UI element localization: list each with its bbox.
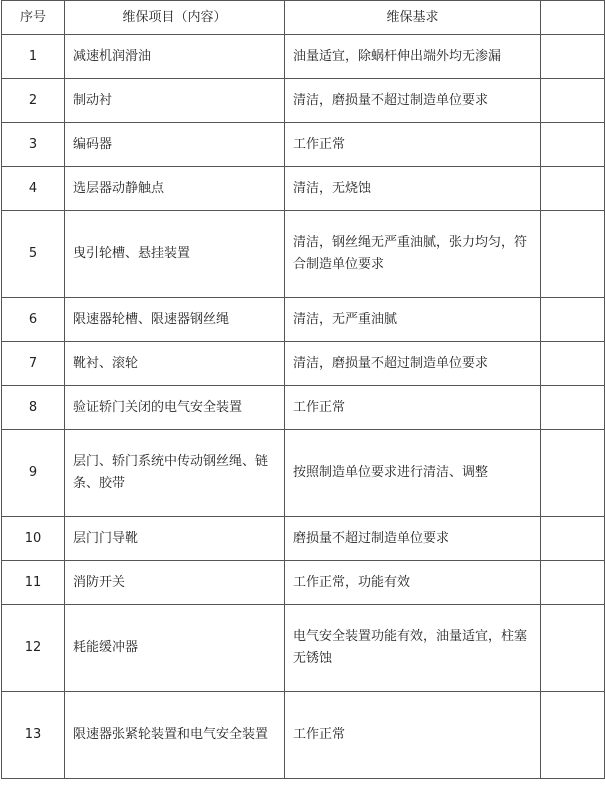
row-requirement: 工作正常，功能有效 <box>285 561 541 605</box>
row-requirement: 磨损量不超过制造单位要求 <box>285 517 541 561</box>
row-item: 限速器轮槽、限速器钢丝绳 <box>65 298 285 342</box>
row-item: 编码器 <box>65 123 285 167</box>
row-number: 3 <box>2 123 65 167</box>
row-blank-cell <box>541 167 605 211</box>
row-blank-cell <box>541 517 605 561</box>
row-number: 11 <box>2 561 65 605</box>
row-item: 耗能缓冲器 <box>65 605 285 692</box>
row-number: 10 <box>2 517 65 561</box>
row-requirement: 清洁，磨损量不超过制造单位要求 <box>285 342 541 386</box>
row-item: 曳引轮槽、悬挂装置 <box>65 211 285 298</box>
row-blank-cell <box>541 692 605 779</box>
table-row <box>2 298 605 342</box>
row-number: 4 <box>2 167 65 211</box>
table-row <box>2 430 605 517</box>
table-row <box>2 605 605 692</box>
row-blank-cell <box>541 298 605 342</box>
table-row <box>2 386 605 430</box>
row-blank-cell <box>541 605 605 692</box>
row-item: 消防开关 <box>65 561 285 605</box>
row-requirement: 工作正常 <box>285 123 541 167</box>
row-item: 靴衬、滚轮 <box>65 342 285 386</box>
row-number: 8 <box>2 386 65 430</box>
table-row <box>2 517 605 561</box>
row-item: 层门、轿门系统中传动钢丝绳、链条、胶带 <box>65 430 285 517</box>
header-row <box>2 1 605 35</box>
row-requirement: 工作正常 <box>285 692 541 779</box>
row-requirement: 清洁，磨损量不超过制造单位要求 <box>285 79 541 123</box>
table-row <box>2 342 605 386</box>
header-item: 维保项目（内容） <box>65 1 285 35</box>
row-number: 1 <box>2 35 65 79</box>
row-requirement: 电气安全装置功能有效，油量适宜，柱塞无锈蚀 <box>285 605 541 692</box>
row-blank-cell <box>541 342 605 386</box>
row-number: 2 <box>2 79 65 123</box>
table-row <box>2 79 605 123</box>
row-blank-cell <box>541 35 605 79</box>
row-number: 9 <box>2 430 65 517</box>
row-requirement: 按照制造单位要求进行清洁、调整 <box>285 430 541 517</box>
row-blank-cell <box>541 386 605 430</box>
table-row <box>2 123 605 167</box>
maintenance-table <box>1 0 605 779</box>
table-row <box>2 167 605 211</box>
header-index: 序号 <box>2 1 65 35</box>
row-blank-cell <box>541 123 605 167</box>
row-requirement: 油量适宜，除蜗杆伸出端外均无渗漏 <box>285 35 541 79</box>
table-row <box>2 561 605 605</box>
row-blank-cell <box>541 211 605 298</box>
row-requirement: 清洁，无烧蚀 <box>285 167 541 211</box>
header-extra <box>541 1 605 35</box>
row-item: 层门门导靴 <box>65 517 285 561</box>
row-blank-cell <box>541 430 605 517</box>
header-requirement: 维保基求 <box>285 1 541 35</box>
row-number: 12 <box>2 605 65 692</box>
row-requirement: 清洁，钢丝绳无严重油腻，张力均匀，符合制造单位要求 <box>285 211 541 298</box>
table-row <box>2 35 605 79</box>
table-row <box>2 211 605 298</box>
row-number: 7 <box>2 342 65 386</box>
row-number: 5 <box>2 211 65 298</box>
row-item: 制动衬 <box>65 79 285 123</box>
row-requirement: 清洁，无严重油腻 <box>285 298 541 342</box>
row-item: 限速器张紧轮装置和电气安全装置 <box>65 692 285 779</box>
row-blank-cell <box>541 79 605 123</box>
row-number: 13 <box>2 692 65 779</box>
row-item: 选层器动静触点 <box>65 167 285 211</box>
row-number: 6 <box>2 298 65 342</box>
row-blank-cell <box>541 561 605 605</box>
table-row <box>2 692 605 779</box>
row-item: 验证轿门关闭的电气安全装置 <box>65 386 285 430</box>
row-requirement: 工作正常 <box>285 386 541 430</box>
row-item: 减速机润滑油 <box>65 35 285 79</box>
